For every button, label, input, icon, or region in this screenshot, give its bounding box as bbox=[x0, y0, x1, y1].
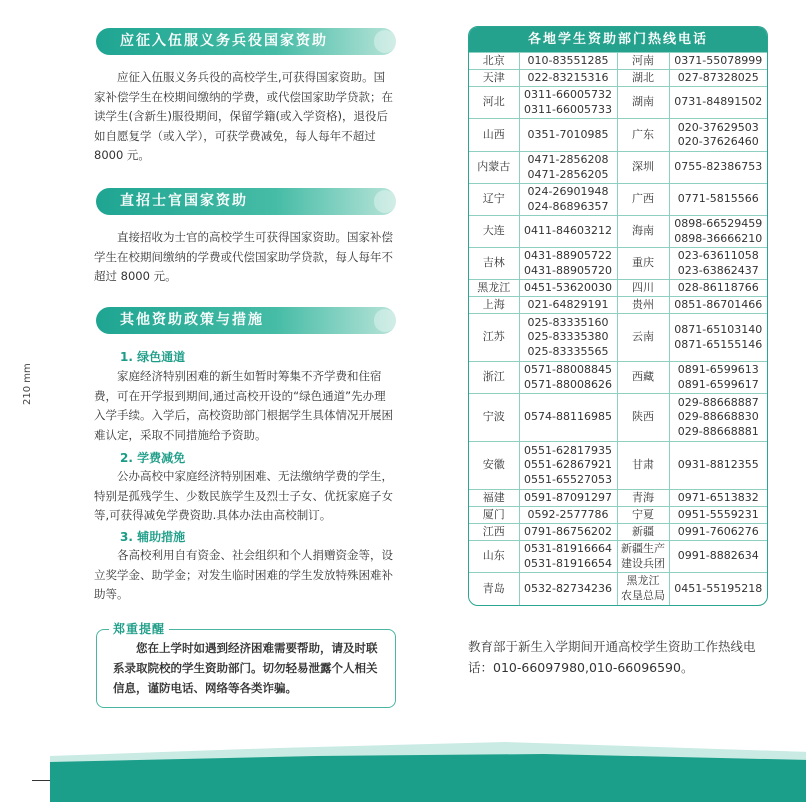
region-cell: 甘肃 bbox=[617, 442, 669, 490]
hotline-row bbox=[469, 53, 767, 70]
item-title-green-channel: 1. 绿色通道 bbox=[120, 350, 186, 364]
hotline-table-box bbox=[468, 26, 768, 606]
phone-cell: 0931-8812355 bbox=[669, 442, 767, 490]
phone-cell: 027-87328025 bbox=[669, 70, 767, 87]
footer-wave-dark bbox=[50, 752, 806, 802]
section-body-nco: 直接招收为士官的高校学生可获得国家资助。国家补偿学生在校期间缴纳的学费或代偿国家助学贷款，每人每年不超过 8000 元。 bbox=[94, 230, 393, 283]
reminder-title: 郑重提醒 bbox=[109, 620, 169, 637]
phone-cell: 0531-81916664 0531-81916654 bbox=[519, 541, 617, 573]
region-cell: 辽宁 bbox=[469, 184, 519, 216]
phone-cell: 025-83335160 025-83335380 025-83335565 bbox=[519, 314, 617, 362]
phone-cell: 0591-87091297 bbox=[519, 490, 617, 507]
hotline-row bbox=[469, 507, 767, 524]
hotline-row bbox=[469, 216, 767, 248]
item-title-aux-measures: 3. 辅助措施 bbox=[120, 530, 186, 544]
phone-cell: 0971-6513832 bbox=[669, 490, 767, 507]
phone-cell: 0371-55078999 bbox=[669, 53, 767, 70]
phone-cell: 0431-88905722 0431-88905720 bbox=[519, 248, 617, 280]
phone-cell: 0871-65103140 0871-65155146 bbox=[669, 314, 767, 362]
phone-cell: 0951-5559231 bbox=[669, 507, 767, 524]
region-cell: 江苏 bbox=[469, 314, 519, 362]
hotline-title: 各地学生资助部门热线电话 bbox=[469, 27, 767, 52]
phone-cell: 0771-5815566 bbox=[669, 184, 767, 216]
phone-cell: 0991-8882634 bbox=[669, 541, 767, 573]
phone-cell: 0471-2856208 0471-2856205 bbox=[519, 152, 617, 184]
phone-cell: 024-26901948 024-86896357 bbox=[519, 184, 617, 216]
section-title-other: 其他资助政策与措施 bbox=[96, 307, 396, 334]
hotline-row bbox=[469, 314, 767, 362]
item-title-tuition-waiver: 2. 学费减免 bbox=[120, 451, 186, 465]
phone-cell: 0532-82734236 bbox=[519, 573, 617, 605]
hotline-row bbox=[469, 524, 767, 541]
region-cell: 湖南 bbox=[617, 87, 669, 119]
phone-cell: 0411-84603212 bbox=[519, 216, 617, 248]
reminder-box bbox=[96, 622, 396, 708]
hotline-row bbox=[469, 362, 767, 394]
region-cell: 湖北 bbox=[617, 70, 669, 87]
phone-cell: 0898-66529459 0898-36666210 bbox=[669, 216, 767, 248]
phone-cell: 0571-88008845 0571-88008626 bbox=[519, 362, 617, 394]
region-cell: 河北 bbox=[469, 87, 519, 119]
hotline-row bbox=[469, 152, 767, 184]
region-cell: 广东 bbox=[617, 119, 669, 152]
hotline-row bbox=[469, 87, 767, 119]
region-cell: 陕西 bbox=[617, 394, 669, 442]
phone-cell: 0451-55195218 bbox=[669, 573, 767, 605]
hotline-row bbox=[469, 280, 767, 297]
region-cell: 福建 bbox=[469, 490, 519, 507]
region-cell: 天津 bbox=[469, 70, 519, 87]
region-cell: 山西 bbox=[469, 119, 519, 152]
region-cell: 黑龙江 农垦总局 bbox=[617, 573, 669, 605]
region-cell: 河南 bbox=[617, 53, 669, 70]
section-title-conscription: 应征入伍服义务兵役国家资助 bbox=[96, 28, 396, 55]
hotline-row bbox=[469, 490, 767, 507]
region-cell: 江西 bbox=[469, 524, 519, 541]
phone-cell: 0991-7606276 bbox=[669, 524, 767, 541]
hotline-row bbox=[469, 394, 767, 442]
region-cell: 贵州 bbox=[617, 297, 669, 314]
hotline-row bbox=[469, 541, 767, 573]
phone-cell: 0311-66005732 0311-66005733 bbox=[519, 87, 617, 119]
ministry-hotline-note: 教育部于新生入学期间开通高校学生资助工作热线电话：010-66097980,010-66096590。 bbox=[468, 639, 756, 675]
phone-cell: 0351-7010985 bbox=[519, 119, 617, 152]
region-cell: 浙江 bbox=[469, 362, 519, 394]
hotline-row bbox=[469, 573, 767, 605]
phone-cell: 0791-86756202 bbox=[519, 524, 617, 541]
region-cell: 新疆生产 建设兵团 bbox=[617, 541, 669, 573]
phone-cell: 023-63611058 023-63862437 bbox=[669, 248, 767, 280]
region-cell: 山东 bbox=[469, 541, 519, 573]
region-cell: 广西 bbox=[617, 184, 669, 216]
region-cell: 北京 bbox=[469, 53, 519, 70]
region-cell: 重庆 bbox=[617, 248, 669, 280]
region-cell: 西藏 bbox=[617, 362, 669, 394]
reminder-text: 您在上学时如遇到经济困难需要帮助，请及时联系录取院校的学生资助部门。切勿轻易泄露个人相关信息，谨防电话、网络等各类诈骗。 bbox=[113, 641, 378, 695]
region-cell: 宁夏 bbox=[617, 507, 669, 524]
region-cell: 厦门 bbox=[469, 507, 519, 524]
region-cell: 吉林 bbox=[469, 248, 519, 280]
region-cell: 安徽 bbox=[469, 442, 519, 490]
item-body-green-channel: 家庭经济特别困难的新生如暂时筹集不齐学费和住宿费，可在开学报到期间,通过高校开设的“绿色通道”先办理入学手续。入学后，高校资助部门根据学生具体情况开展困难认定，采取不同措施给予资助。 bbox=[94, 369, 393, 442]
item-body-tuition-waiver: 公办高校中家庭经济特别困难、无法缴纳学费的学生，特别是孤残学生、少数民族学生及烈士子女、优抚家庭子女等,可获得减免学费资助.具体办法由高校制订。 bbox=[94, 469, 393, 522]
region-cell: 黑龙江 bbox=[469, 280, 519, 297]
phone-cell: 0891-6599613 0891-6599617 bbox=[669, 362, 767, 394]
phone-cell: 0551-62817935 0551-62867921 0551-65527053 bbox=[519, 442, 617, 490]
phone-cell: 021-64829191 bbox=[519, 297, 617, 314]
phone-cell: 010-83551285 bbox=[519, 53, 617, 70]
hotline-row bbox=[469, 297, 767, 314]
hotline-table bbox=[469, 52, 767, 605]
phone-cell: 0731-84891502 bbox=[669, 87, 767, 119]
hotline-row bbox=[469, 442, 767, 490]
page-size-label: 210 mm bbox=[22, 363, 33, 405]
region-cell: 四川 bbox=[617, 280, 669, 297]
hotline-row bbox=[469, 248, 767, 280]
phone-cell: 0451-53620030 bbox=[519, 280, 617, 297]
region-cell: 大连 bbox=[469, 216, 519, 248]
phone-cell: 022-83215316 bbox=[519, 70, 617, 87]
section-body-conscription: 应征入伍服义务兵役的高校学生,可获得国家资助。国家补偿学生在校期间缴纳的学费，或代偿国家助学贷款；在读学生(含新生)服役期间，保留学籍(或入学资格)，退役后如自愿复学（或入学），可获学费减免，每人每年不超过 8000 元。 bbox=[94, 70, 393, 162]
phone-cell: 020-37629503 020-37626460 bbox=[669, 119, 767, 152]
region-cell: 上海 bbox=[469, 297, 519, 314]
phone-cell: 028-86118766 bbox=[669, 280, 767, 297]
hotline-row bbox=[469, 70, 767, 87]
hotline-row bbox=[469, 184, 767, 216]
phone-cell: 0851-86701466 bbox=[669, 297, 767, 314]
item-body-aux-measures: 各高校利用自有资金、社会组织和个人捐赠资金等，设立奖学金、助学金；对发生临时困难的学生发放特殊困难补助等。 bbox=[94, 548, 393, 601]
phone-cell: 0755-82386753 bbox=[669, 152, 767, 184]
section-title-nco: 直招士官国家资助 bbox=[96, 188, 396, 215]
phone-cell: 0574-88116985 bbox=[519, 394, 617, 442]
region-cell: 海南 bbox=[617, 216, 669, 248]
region-cell: 宁波 bbox=[469, 394, 519, 442]
region-cell: 青岛 bbox=[469, 573, 519, 605]
crop-mark bbox=[32, 780, 50, 781]
phone-cell: 0592-2577786 bbox=[519, 507, 617, 524]
phone-cell: 029-88668887 029-88668830 029-88668881 bbox=[669, 394, 767, 442]
region-cell: 新疆 bbox=[617, 524, 669, 541]
region-cell: 云南 bbox=[617, 314, 669, 362]
region-cell: 青海 bbox=[617, 490, 669, 507]
hotline-row bbox=[469, 119, 767, 152]
region-cell: 内蒙古 bbox=[469, 152, 519, 184]
region-cell: 深圳 bbox=[617, 152, 669, 184]
